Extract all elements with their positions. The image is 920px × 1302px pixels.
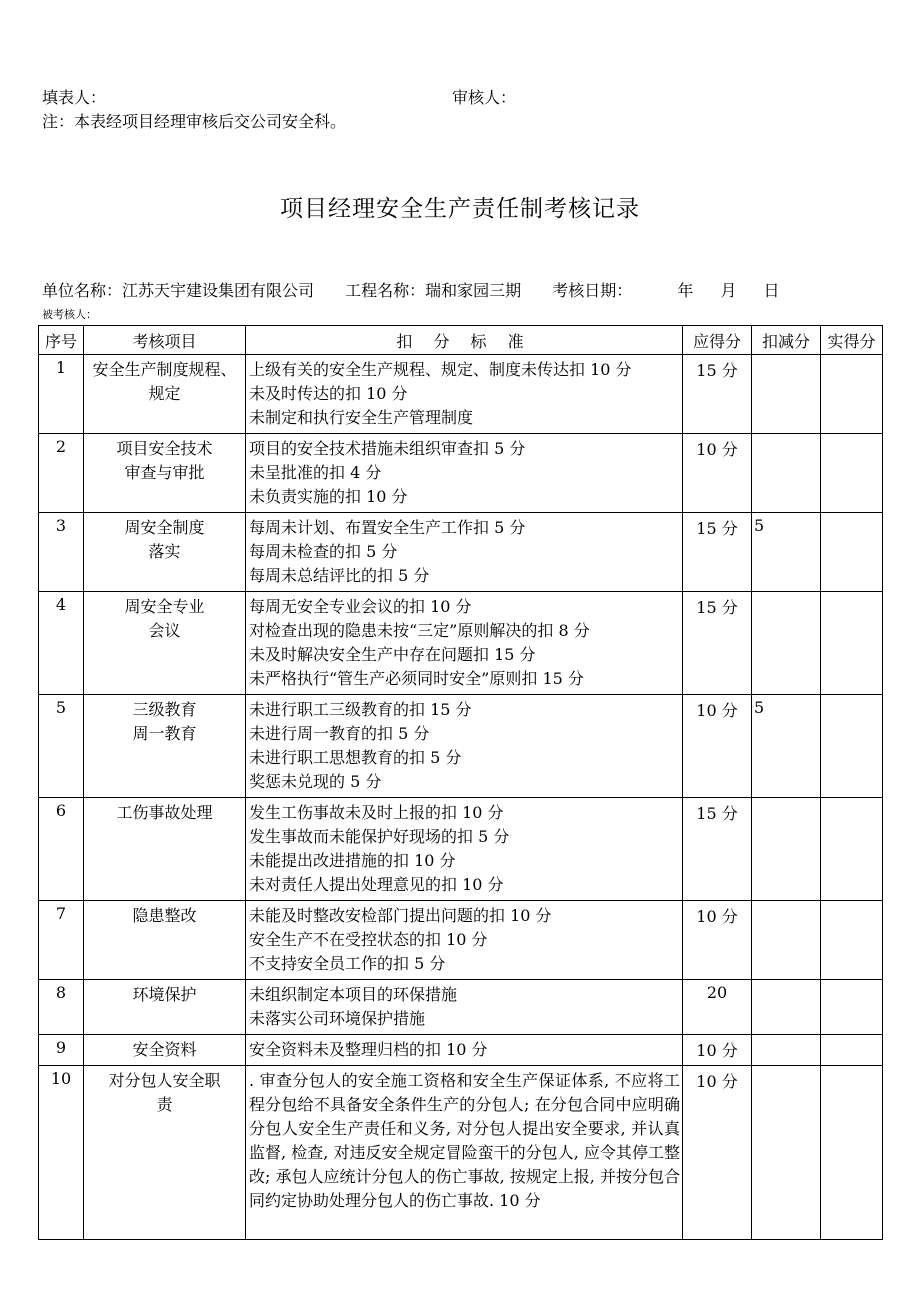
row-score: 10 分 xyxy=(683,1066,752,1240)
criteria-line: 未严格执行“管生产必须同时安全”原则扣 15 分 xyxy=(249,669,584,688)
criteria-line: 项目的安全技术措施未组织审查扣 5 分 xyxy=(249,439,526,458)
examinee-label: 被考核人： xyxy=(42,308,97,321)
row-deduct xyxy=(752,434,821,513)
row-item-line: 周安全专业 xyxy=(124,597,205,616)
row-deduct xyxy=(752,592,821,695)
row-deduct xyxy=(752,980,821,1035)
row-item xyxy=(84,901,246,980)
criteria-line: 未进行周一教育的扣 5 分 xyxy=(249,724,430,743)
row-deduct xyxy=(752,355,821,434)
row-criteria xyxy=(246,355,683,434)
col-seq: 序号 xyxy=(39,326,84,355)
row-actual xyxy=(821,434,883,513)
criteria-line: 发生事故而未能保护好现场的扣 5 分 xyxy=(249,827,510,846)
table-row xyxy=(39,513,883,592)
row-item xyxy=(84,980,246,1035)
table-row xyxy=(39,434,883,513)
row-actual xyxy=(821,901,883,980)
row-actual xyxy=(821,980,883,1035)
col-actual: 实得分 xyxy=(821,326,883,355)
row-item xyxy=(84,1066,246,1240)
table-row xyxy=(39,1035,883,1066)
table-row xyxy=(39,695,883,798)
table-header-row xyxy=(39,326,883,355)
row-seq: 5 xyxy=(39,695,84,798)
criteria-line: 未能提出改进措施的扣 10 分 xyxy=(249,851,456,870)
criteria-line: 上级有关的安全生产规程、规定、制度未传达扣 10 分 xyxy=(249,360,632,379)
date-parts xyxy=(677,281,801,300)
table-row xyxy=(39,901,883,980)
row-item-line: 责 xyxy=(156,1095,173,1114)
row-criteria xyxy=(246,980,683,1035)
row-criteria xyxy=(246,695,683,798)
row-item xyxy=(84,434,246,513)
row-criteria xyxy=(246,901,683,980)
row-item-line: 审查与审批 xyxy=(124,463,205,482)
criteria-line: 未负责实施的扣 10 分 xyxy=(249,487,408,506)
col-criteria: 扣 分 标 准 xyxy=(246,326,683,355)
row-criteria: . 审查分包人的安全施工资格和安全生产保证体系, 不应将工程分包给不具备安全条件生产的分包人; 在分包合同中应明确分包人安全生产责任和义务, 对分包人提出安全要求, 并认真监督, 检查, 对违反安全规定冒险蛮干的分包人, 应令其停工整改; 承包人应统计分包人的伤亡事故, 按规定上报, 并按分包合同约定协助处理分包人的伤亡事故. 10 分 xyxy=(246,1066,683,1240)
row-item xyxy=(84,355,246,434)
info-line xyxy=(42,278,828,301)
row-score: 15 分 xyxy=(683,513,752,592)
table-row xyxy=(39,355,883,434)
criteria-line: 奖惩未兑现的 5 分 xyxy=(249,772,382,791)
filler-label: 填表人： xyxy=(42,88,107,107)
row-item xyxy=(84,1035,246,1066)
col-score: 应得分 xyxy=(683,326,752,355)
row-item-line: 对分包人安全职 xyxy=(108,1071,221,1090)
row-item xyxy=(84,592,246,695)
note-text: 注：本表经项目经理审核后交公司安全科。 xyxy=(42,112,347,131)
row-item-line: 周一教育 xyxy=(132,724,197,743)
row-score: 20 xyxy=(683,980,752,1035)
row-item-line: 三级教育 xyxy=(132,700,197,719)
criteria-line: 每周未总结评比的扣 5 分 xyxy=(249,566,430,585)
col-item: 考核项目 xyxy=(84,326,246,355)
row-criteria xyxy=(246,513,683,592)
criteria-line: 未制定和执行安全生产管理制度 xyxy=(249,408,474,427)
row-item-line: 项目安全技术 xyxy=(116,439,213,458)
criteria-line: 未组织制定本项目的环保措施 xyxy=(249,985,458,1004)
row-item-line: 落实 xyxy=(148,542,181,561)
row-seq: 10 xyxy=(39,1066,84,1240)
date-label: 考核日期： xyxy=(552,281,633,300)
row-item-line: 会议 xyxy=(148,621,181,640)
row-seq: 7 xyxy=(39,901,84,980)
row-item-line: 周安全制度 xyxy=(124,518,205,537)
criteria-line: 不支持安全员工作的扣 5 分 xyxy=(249,954,446,973)
row-deduct: 5 xyxy=(752,513,821,592)
row-criteria xyxy=(246,798,683,901)
table-row xyxy=(39,798,883,901)
criteria-line: 未呈批准的扣 4 分 xyxy=(249,463,382,482)
row-item-line: 安全资料 xyxy=(132,1040,197,1059)
row-criteria xyxy=(246,592,683,695)
criteria-line: 未能及时整改安检部门提出问题的扣 10 分 xyxy=(249,906,552,925)
criteria-line: 未及时传达的扣 10 分 xyxy=(249,384,408,403)
row-actual xyxy=(821,1035,883,1066)
row-score: 15 分 xyxy=(683,355,752,434)
row-seq: 6 xyxy=(39,798,84,901)
criteria-line: 安全资料未及整理归档的扣 10 分 xyxy=(249,1040,488,1059)
row-item xyxy=(84,513,246,592)
row-actual xyxy=(821,1066,883,1240)
row-seq: 3 xyxy=(39,513,84,592)
table-row xyxy=(39,1066,883,1240)
project-name: 工程名称：瑞和家园三期 xyxy=(345,281,522,300)
row-seq: 2 xyxy=(39,434,84,513)
criteria-line: 安全生产不在受控状态的扣 10 分 xyxy=(249,930,488,949)
date-month: 月 xyxy=(720,281,737,300)
row-item-line: 环境保护 xyxy=(132,985,197,1004)
assessment-table xyxy=(38,325,883,1240)
row-seq: 1 xyxy=(39,355,84,434)
row-actual xyxy=(821,355,883,434)
row-actual xyxy=(821,592,883,695)
row-item-line: 隐患整改 xyxy=(132,906,197,925)
criteria-line: 对检查出现的隐患未按“三定”原则解决的扣 8 分 xyxy=(249,621,590,640)
row-deduct xyxy=(752,1066,821,1240)
row-score: 10 分 xyxy=(683,695,752,798)
criteria-line: 每周无安全专业会议的扣 10 分 xyxy=(249,597,472,616)
row-deduct: 5 xyxy=(752,695,821,798)
row-actual xyxy=(821,513,883,592)
criteria-line: 发生工伤事故未及时上报的扣 10 分 xyxy=(249,803,504,822)
criteria-line: 未及时解决安全生产中存在问题扣 15 分 xyxy=(249,645,536,664)
criteria-line: 未进行职工思想教育的扣 5 分 xyxy=(249,748,462,767)
criteria-line: 每周未计划、布置安全生产工作扣 5 分 xyxy=(249,518,526,537)
unit-name: 单位名称：江苏天宇建设集团有限公司 xyxy=(42,281,315,300)
criteria-line: 每周未检查的扣 5 分 xyxy=(249,542,398,561)
row-criteria xyxy=(246,1035,683,1066)
row-actual xyxy=(821,695,883,798)
row-score: 15 分 xyxy=(683,798,752,901)
row-item xyxy=(84,798,246,901)
table-row xyxy=(39,980,883,1035)
row-actual xyxy=(821,798,883,901)
criteria-line: 未进行职工三级教育的扣 15 分 xyxy=(249,700,472,719)
form-header xyxy=(42,86,517,134)
date-day: 日 xyxy=(763,281,780,300)
row-seq: 4 xyxy=(39,592,84,695)
row-seq: 9 xyxy=(39,1035,84,1066)
row-score: 15 分 xyxy=(683,592,752,695)
row-deduct xyxy=(752,798,821,901)
document-title: 项目经理安全生产责任制考核记录 xyxy=(280,196,640,222)
row-score: 10 分 xyxy=(683,1035,752,1066)
row-seq: 8 xyxy=(39,980,84,1035)
criteria-line: 未对责任人提出处理意见的扣 10 分 xyxy=(249,875,504,894)
row-item-line: 工伤事故处理 xyxy=(116,803,213,822)
row-criteria xyxy=(246,434,683,513)
row-item-line: 安全生产制度规程、 xyxy=(92,360,237,379)
row-item-line: 规定 xyxy=(148,384,181,403)
row-deduct xyxy=(752,1035,821,1066)
row-score: 10 分 xyxy=(683,434,752,513)
row-score: 10 分 xyxy=(683,901,752,980)
date-year: 年 xyxy=(677,281,694,300)
row-item xyxy=(84,695,246,798)
criteria-line: 未落实公司环境保护措施 xyxy=(249,1009,426,1028)
col-deduct: 扣减分 xyxy=(752,326,821,355)
table-row xyxy=(39,592,883,695)
reviewer-label: 审核人： xyxy=(452,88,517,107)
row-deduct xyxy=(752,901,821,980)
